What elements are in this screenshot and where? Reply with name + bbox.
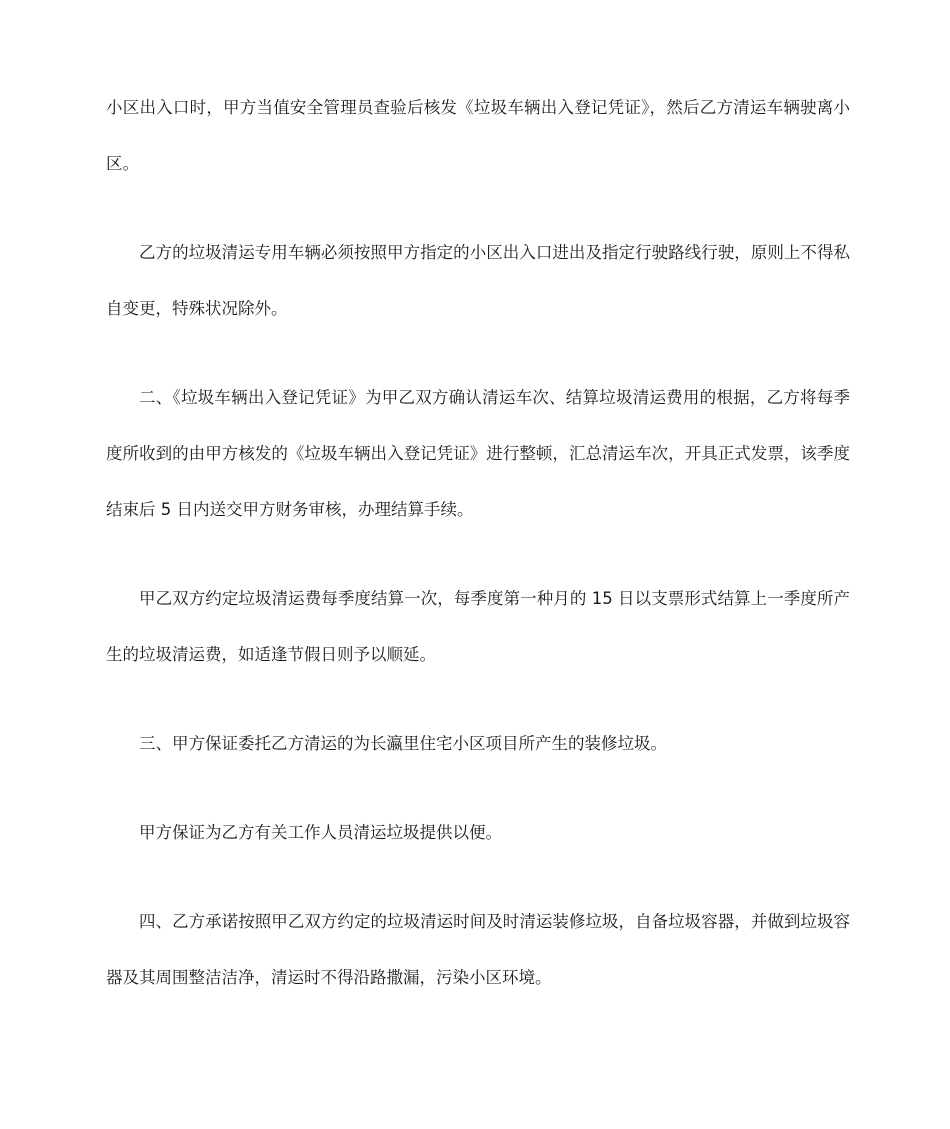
paragraph-clause-three: 三、甲方保证委托乙方清运的为长瀛里住宅小区项目所产生的装修垃圾。 <box>139 734 667 753</box>
paragraph-settlement: 甲乙双方约定垃圾清运费每季度结算一次，每季度第一种月的 15 日以支票形式结算上一季度所产生的垃圾清运费，如适逢节假日则予以顺延。 <box>106 589 850 664</box>
paragraph-clause-four: 四、乙方承诺按照甲乙双方约定的垃圾清运时间及时清运装修垃圾，自备垃圾容器，并做到垃圾容器及其周围整洁洁净，清运时不得沿路撒漏，污染小区环境。 <box>106 912 850 987</box>
paragraph-gap <box>106 683 850 716</box>
paragraph-gap <box>106 192 850 225</box>
paragraph-gap <box>106 772 850 805</box>
paragraph-vehicle-exit: 小区出入口时，甲方当值安全管理员查验后核发《垃圾车辆出入登记凭证》，然后乙方清运车辆驶离小区。 <box>106 98 850 173</box>
paragraph-gap <box>106 337 850 370</box>
paragraph-convenience: 甲方保证为乙方有关工作人员清运垃圾提供以便。 <box>139 823 502 842</box>
paragraph-gap <box>106 861 850 894</box>
paragraph-route-rule: 乙方的垃圾清运专用车辆必须按照甲方指定的小区出入口进出及指定行驶路线行驶，原则上不得私自变更，特殊状况除外。 <box>106 243 850 318</box>
paragraph-gap <box>106 538 850 571</box>
paragraph-clause-two: 二、《垃圾车辆出入登记凭证》为甲乙双方确认清运车次、结算垃圾清运费用的根据，乙方将每季度所收到的由甲方核发的《垃圾车辆出入登记凭证》进行整顿，汇总清运车次，开具正式发票，该季度结束后 5 日内送交甲方财务审核，办理结算手续。 <box>106 388 850 519</box>
